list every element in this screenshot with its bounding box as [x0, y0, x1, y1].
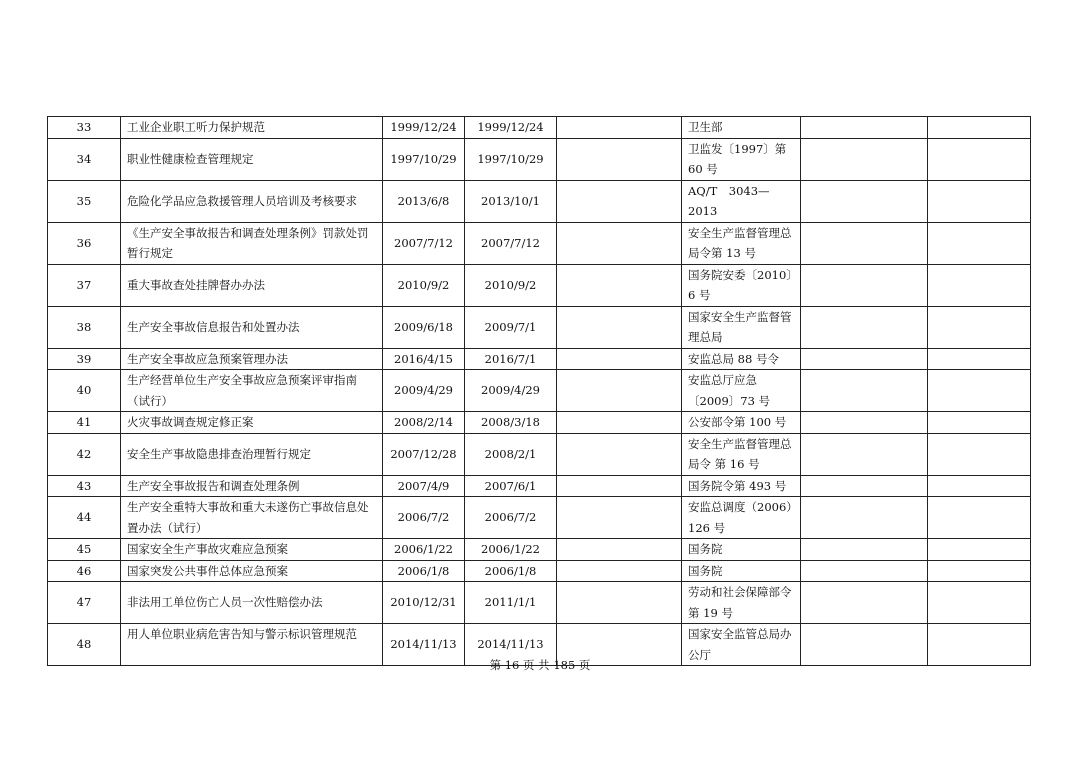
row-number: 43 [48, 475, 121, 497]
empty-cell [928, 370, 1031, 412]
empty-cell [801, 180, 928, 222]
empty-cell [928, 306, 1031, 348]
row-number: 47 [48, 582, 121, 624]
issue-date: 2006/7/2 [383, 497, 465, 539]
page-number: 第 16 页 共 185 页 [489, 658, 591, 672]
table-row [48, 412, 1031, 434]
document-number: 国务院 [682, 539, 801, 561]
row-number: 44 [48, 497, 121, 539]
row-number: 35 [48, 180, 121, 222]
empty-cell [557, 138, 682, 180]
row-number: 45 [48, 539, 121, 561]
effective-date: 2008/3/18 [465, 412, 557, 434]
regulation-name: 火灾事故调查规定修正案 [121, 412, 383, 434]
row-number: 48 [48, 624, 121, 666]
issue-date: 1999/12/24 [383, 117, 465, 139]
document-number: 安全生产监督管理总局令第 13 号 [682, 222, 801, 264]
empty-cell [557, 582, 682, 624]
regulation-name: 生产经营单位生产安全事故应急预案评审指南（试行） [121, 370, 383, 412]
effective-date: 2009/4/29 [465, 370, 557, 412]
document-number: 国务院 [682, 560, 801, 582]
table-row [48, 582, 1031, 624]
empty-cell [801, 138, 928, 180]
regulation-name: 生产安全事故报告和调查处理条例 [121, 475, 383, 497]
empty-cell [557, 222, 682, 264]
row-number: 37 [48, 264, 121, 306]
issue-date: 2010/9/2 [383, 264, 465, 306]
row-number: 40 [48, 370, 121, 412]
empty-cell [928, 412, 1031, 434]
row-number: 33 [48, 117, 121, 139]
issue-date: 1997/10/29 [383, 138, 465, 180]
table-row [48, 560, 1031, 582]
document-number: 国务院令第 493 号 [682, 475, 801, 497]
empty-cell [557, 264, 682, 306]
issue-date: 2009/4/29 [383, 370, 465, 412]
regulation-name: 危险化学品应急救援管理人员培训及考核要求 [121, 180, 383, 222]
empty-cell [557, 433, 682, 475]
regulation-name: 生产安全重特大事故和重大未遂伤亡事故信息处置办法（试行） [121, 497, 383, 539]
effective-date: 2006/7/2 [465, 497, 557, 539]
empty-cell [928, 497, 1031, 539]
regulation-name: 用人单位职业病危害告知与警示标识管理规范 [121, 624, 383, 666]
issue-date: 2008/2/14 [383, 412, 465, 434]
issue-date: 2007/12/28 [383, 433, 465, 475]
table-row [48, 370, 1031, 412]
regulation-name: 国家安全生产事故灾难应急预案 [121, 539, 383, 561]
effective-date: 2006/1/8 [465, 560, 557, 582]
row-number: 42 [48, 433, 121, 475]
effective-date: 1997/10/29 [465, 138, 557, 180]
empty-cell [557, 348, 682, 370]
effective-date: 2013/10/1 [465, 180, 557, 222]
regulation-name: 非法用工单位伤亡人员一次性赔偿办法 [121, 582, 383, 624]
issue-date: 2006/1/8 [383, 560, 465, 582]
issue-date: 2014/11/13 [383, 624, 465, 666]
effective-date: 2007/7/12 [465, 222, 557, 264]
regulation-name: 生产安全事故信息报告和处置办法 [121, 306, 383, 348]
empty-cell [557, 560, 682, 582]
empty-cell [801, 306, 928, 348]
effective-date: 1999/12/24 [465, 117, 557, 139]
issue-date: 2006/1/22 [383, 539, 465, 561]
document-number: 卫监发〔1997〕第 60 号 [682, 138, 801, 180]
issue-date: 2007/4/9 [383, 475, 465, 497]
table-row [48, 433, 1031, 475]
table-row [48, 539, 1031, 561]
document-number: 公安部令第 100 号 [682, 412, 801, 434]
regulation-name: 安全生产事故隐患排查治理暂行规定 [121, 433, 383, 475]
empty-cell [557, 306, 682, 348]
effective-date: 2008/2/1 [465, 433, 557, 475]
empty-cell [928, 348, 1031, 370]
empty-cell [928, 138, 1031, 180]
effective-date: 2014/11/13 [465, 624, 557, 666]
row-number: 39 [48, 348, 121, 370]
table-row [48, 264, 1031, 306]
empty-cell [557, 497, 682, 539]
regulation-name: 生产安全事故应急预案管理办法 [121, 348, 383, 370]
regulation-name: 《生产安全事故报告和调查处理条例》罚款处罚暂行规定 [121, 222, 383, 264]
empty-cell [801, 348, 928, 370]
document-number: 安监总厅应急〔2009〕73 号 [682, 370, 801, 412]
effective-date: 2010/9/2 [465, 264, 557, 306]
empty-cell [928, 560, 1031, 582]
issue-date: 2009/6/18 [383, 306, 465, 348]
row-number: 46 [48, 560, 121, 582]
empty-cell [557, 117, 682, 139]
document-number: AQ/T 3043—2013 [682, 180, 801, 222]
table-body [48, 117, 1031, 666]
document-number: 国家安全监管总局办公厅 [682, 624, 801, 666]
table-row [48, 306, 1031, 348]
regulation-name: 重大事故查处挂牌督办办法 [121, 264, 383, 306]
empty-cell [928, 222, 1031, 264]
empty-cell [557, 180, 682, 222]
empty-cell [557, 475, 682, 497]
empty-cell [801, 560, 928, 582]
empty-cell [557, 539, 682, 561]
empty-cell [801, 412, 928, 434]
document-number: 国家安全生产监督管理总局 [682, 306, 801, 348]
row-number: 34 [48, 138, 121, 180]
empty-cell [801, 539, 928, 561]
empty-cell [928, 264, 1031, 306]
row-number: 41 [48, 412, 121, 434]
row-number: 36 [48, 222, 121, 264]
empty-cell [801, 582, 928, 624]
regulation-name: 工业企业职工听力保护规范 [121, 117, 383, 139]
empty-cell [928, 539, 1031, 561]
row-number: 38 [48, 306, 121, 348]
empty-cell [801, 433, 928, 475]
table-row [48, 222, 1031, 264]
regulation-name: 国家突发公共事件总体应急预案 [121, 560, 383, 582]
issue-date: 2007/7/12 [383, 222, 465, 264]
effective-date: 2007/6/1 [465, 475, 557, 497]
empty-cell [801, 497, 928, 539]
empty-cell [928, 433, 1031, 475]
empty-cell [801, 264, 928, 306]
effective-date: 2006/1/22 [465, 539, 557, 561]
document-number: 卫生部 [682, 117, 801, 139]
regulations-table [47, 116, 1031, 666]
empty-cell [801, 117, 928, 139]
empty-cell [557, 370, 682, 412]
document-number: 国务院安委〔2010〕6 号 [682, 264, 801, 306]
table-row [48, 138, 1031, 180]
document-number: 安全生产监督管理总局令 第 16 号 [682, 433, 801, 475]
empty-cell [801, 370, 928, 412]
document-number: 安监总局 88 号令 [682, 348, 801, 370]
table-row [48, 497, 1031, 539]
effective-date: 2011/1/1 [465, 582, 557, 624]
effective-date: 2016/7/1 [465, 348, 557, 370]
table-row [48, 180, 1031, 222]
regulation-name: 职业性健康检查管理规定 [121, 138, 383, 180]
issue-date: 2016/4/15 [383, 348, 465, 370]
effective-date: 2009/7/1 [465, 306, 557, 348]
issue-date: 2013/6/8 [383, 180, 465, 222]
empty-cell [928, 180, 1031, 222]
document-number: 安监总调度（2006）126 号 [682, 497, 801, 539]
empty-cell [928, 117, 1031, 139]
empty-cell [928, 582, 1031, 624]
empty-cell [801, 222, 928, 264]
empty-cell [801, 475, 928, 497]
empty-cell [928, 475, 1031, 497]
table-row [48, 117, 1031, 139]
document-number: 劳动和社会保障部令第 19 号 [682, 582, 801, 624]
table-row [48, 475, 1031, 497]
table-row [48, 348, 1031, 370]
empty-cell [557, 412, 682, 434]
issue-date: 2010/12/31 [383, 582, 465, 624]
